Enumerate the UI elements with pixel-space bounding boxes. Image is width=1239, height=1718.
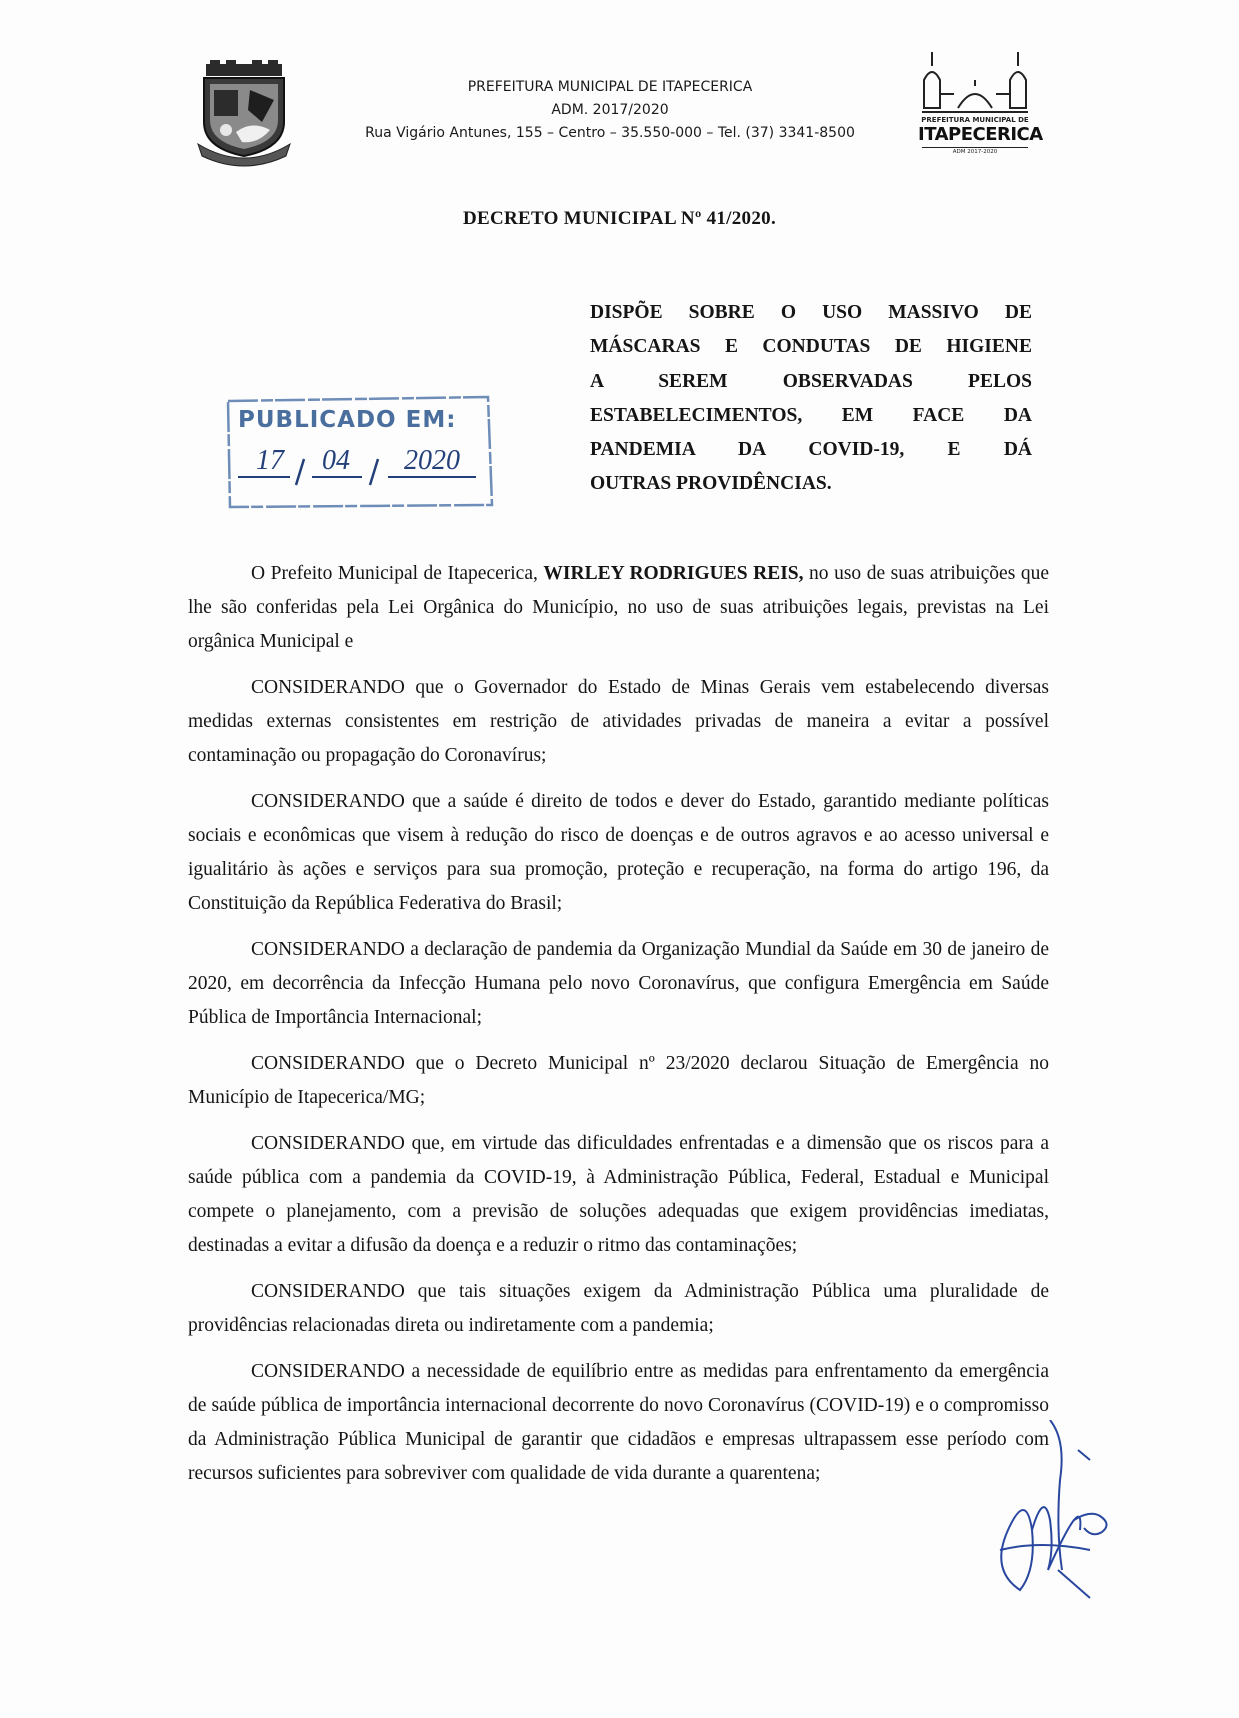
itapecerica-logo xyxy=(918,50,1043,162)
header-line-1: PREFEITURA MUNICIPAL DE ITAPECERICA xyxy=(467,79,753,95)
ementa-line: DISPÕE SOBRE O USO MASSIVO DE xyxy=(590,302,1032,323)
ementa-line: PANDEMIA DA COVID-19, E DÁ xyxy=(590,439,1032,461)
considerando-paragraph: CONSIDERANDO a necessidade de equilíbrio entre as medidas para enfrentamento da emergência de saúde pública de importância internacional decorrente do novo Coronavírus (COVID-19) e o compromisso da Administração Pública Municipal de garantir que cidadãos e empresas ultrapassem esse período com recursos suficientes para sobreviver com qualidade de vida durante a quarentena; xyxy=(188,1361,1049,1484)
ementa-block xyxy=(590,296,1032,502)
ementa-line: A SEREM OBSERVADAS PELOS xyxy=(590,370,1032,392)
stamp-month: 04 xyxy=(322,445,350,476)
coat-of-arms-icon xyxy=(196,60,292,168)
intro-paragraph xyxy=(188,557,1049,659)
logo-tiny-text: ADM 2017-2020 xyxy=(952,149,998,155)
intro-text-rest: no uso de suas atribuições que lhe são conferidas pela Lei Orgânica do Município, no uso de suas atribuições legais, previstas na Lei orgânica Municipal e xyxy=(188,563,1049,652)
ementa-line: MÁSCARAS E CONDUTAS DE HIGIENE xyxy=(590,336,1032,358)
considerando-paragraph: CONSIDERANDO que tais situações exigem da Administração Pública uma pluralidade de providências relacionadas direta ou indiretamente com a pandemia; xyxy=(188,1281,1049,1336)
header-line-3: Rua Vigário Antunes, 155 – Centro – 35.550-000 – Tel. (37) 3341-8500 xyxy=(365,125,855,141)
stamp-year: 2020 xyxy=(404,445,460,476)
header-block xyxy=(330,76,890,145)
intro-text: O Prefeito Municipal de Itapecerica, xyxy=(251,563,544,584)
considerando-paragraph: CONSIDERANDO que, em virtude das dificuldades enfrentadas e a dimensão que os riscos para a saúde pública com a pandemia da COVID-19, à Administração Pública, Federal, Estadual e Municipal compete o planejamento, com a previsão de soluções adequadas que exigem providências imediatas, destinadas a evitar a difusão da doença e a reduzir o ritmo das contaminações; xyxy=(188,1133,1049,1256)
stamp-day: 17 xyxy=(256,445,284,476)
mayor-name: WIRLEY RODRIGUES REIS, xyxy=(543,563,804,584)
ementa-line: OUTRAS PROVIDÊNCIAS. xyxy=(590,473,832,495)
considerando-paragraph: CONSIDERANDO a declaração de pandemia da Organização Mundial da Saúde em 30 de janeiro de 2020, em decorrência da Infecção Humana pelo novo Coronavírus, que configura Emergência em Saúde Pública de Importância Internacional; xyxy=(188,939,1049,1028)
document-title: DECRETO MUNICIPAL Nº 41/2020. xyxy=(462,208,776,229)
considerando-paragraph: CONSIDERANDO que o Governador do Estado de Minas Gerais vem estabelecendo diversas medidas externas consistentes em restrição de atividades privadas de maneira a evitar a possível contaminação ou propagação do Coronavírus; xyxy=(188,677,1049,766)
decree-body xyxy=(188,557,1049,1503)
logo-big-text: ITAPECERICA xyxy=(918,124,1043,145)
publication-stamp xyxy=(224,393,494,510)
logo-small-text: PREFEITURA MUNICIPAL DE xyxy=(921,116,1029,124)
church-logo-icon xyxy=(918,50,1032,116)
considerando-paragraph: CONSIDERANDO que a saúde é direito de todos e dever do Estado, garantido mediante políticas sociais e econômicas que visem à redução do risco de doenças e de outros agravos e ao acesso universal e igualitário às ações e serviços para sua promoção, proteção e recuperação, na forma do artigo 196, da Constituição da República Federativa do Brasil; xyxy=(188,791,1049,914)
header-line-2: ADM. 2017/2020 xyxy=(551,102,669,118)
considerando-paragraph: CONSIDERANDO que o Decreto Municipal nº 23/2020 declarou Situação de Emergência no Município de Itapecerica/MG; xyxy=(188,1053,1049,1108)
stamp-label: PUBLICADO EM: xyxy=(238,407,457,433)
ementa-line: ESTABELECIMENTOS, EM FACE DA xyxy=(590,404,1032,426)
logo-rule xyxy=(922,147,1028,148)
signature-icon xyxy=(970,1420,1120,1600)
